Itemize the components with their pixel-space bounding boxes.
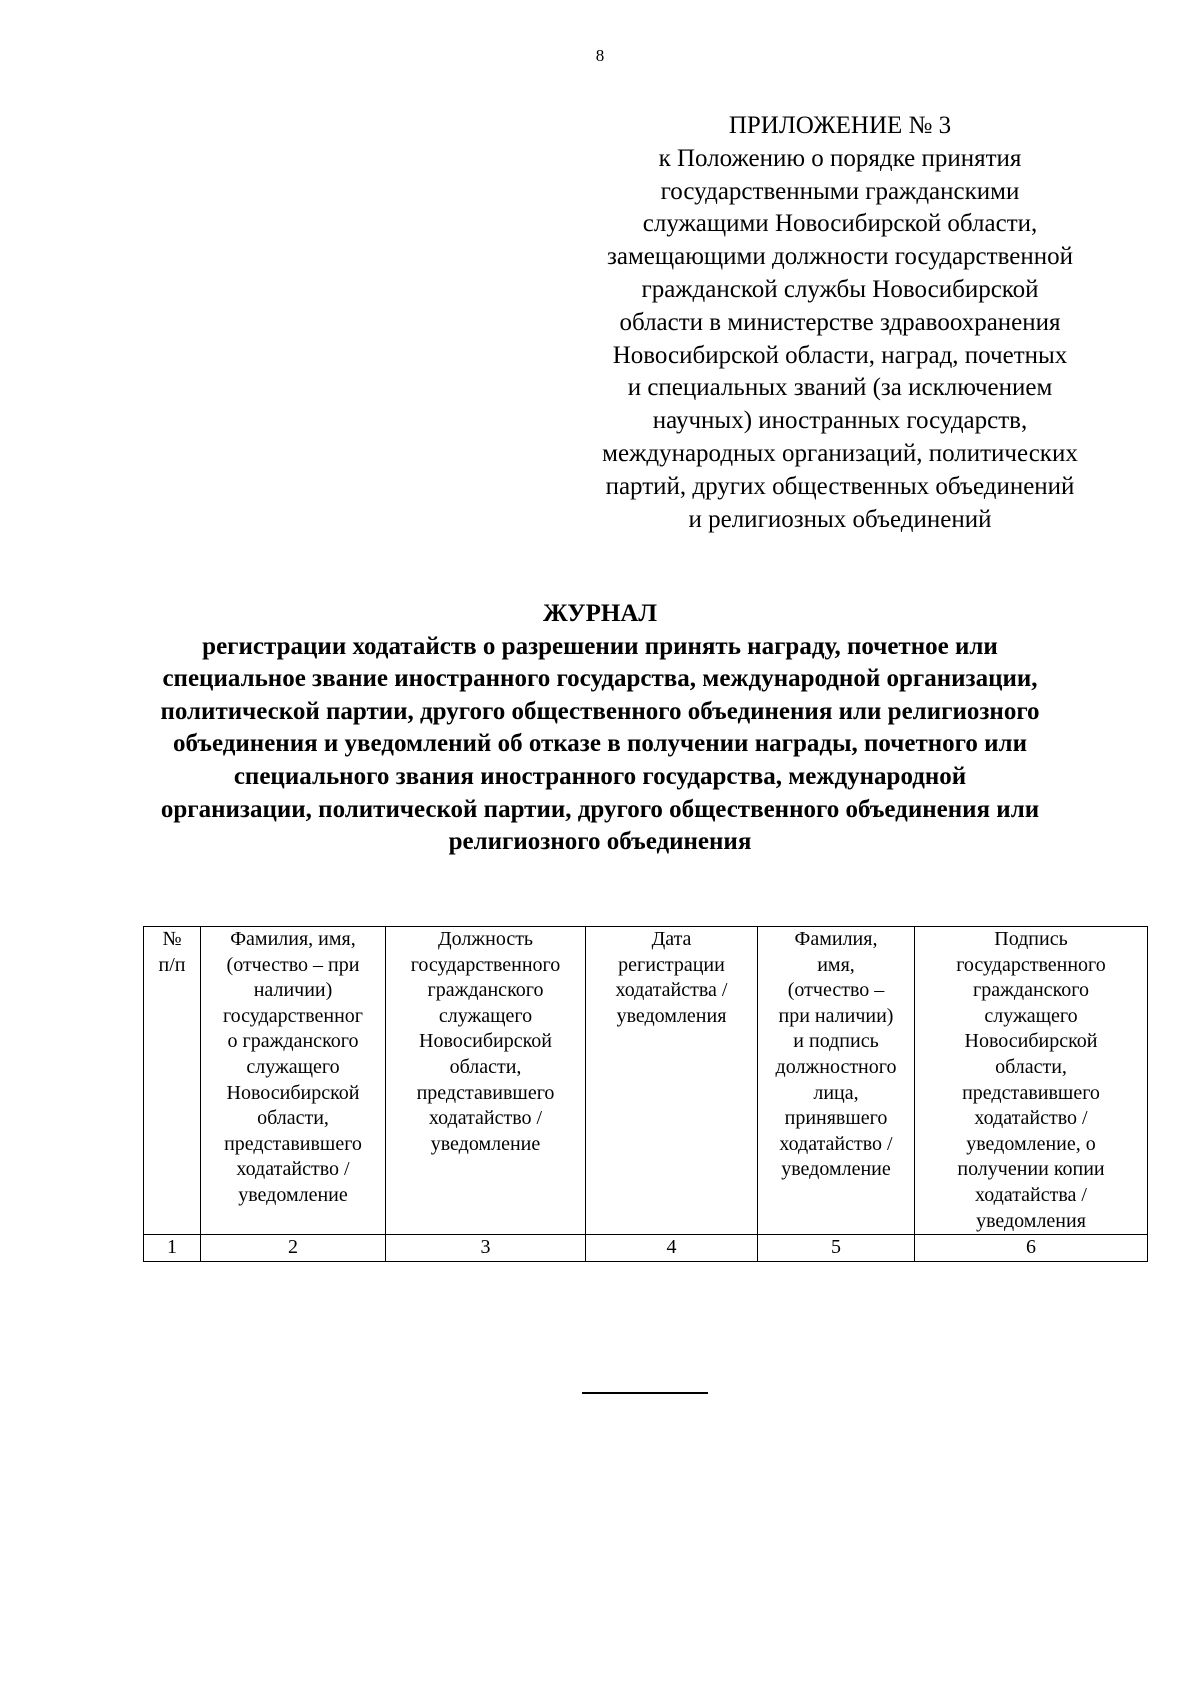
appendix-line: и религиозных объединений <box>688 505 992 533</box>
column-header-line: гражданского <box>427 979 544 1002</box>
column-header-line: ходатайство / <box>974 1107 1088 1130</box>
table-row <box>144 1235 1148 1262</box>
column-header-line: Фамилия, имя, <box>230 928 356 950</box>
column-header-line: Новосибирской <box>226 1081 360 1104</box>
column-header-registration-date <box>586 927 758 1235</box>
column-header-line: уведомление, о <box>966 1132 1096 1155</box>
column-header-line: и подпись <box>793 1030 879 1053</box>
column-header-line: гражданского <box>973 979 1089 1002</box>
appendix-line: и специальных званий (за исключением <box>627 374 1053 402</box>
column-header-line: Новосибирской <box>964 1030 1098 1053</box>
column-header-line: Фамилия, <box>794 928 878 950</box>
column-header-line: уведомление <box>430 1132 541 1155</box>
column-header-line: о гражданского <box>227 1030 359 1053</box>
column-header-line: представившего <box>962 1081 1100 1104</box>
column-header-official-signature <box>758 927 915 1235</box>
column-header-line: ходатайство / <box>779 1132 893 1155</box>
appendix-line: Новосибирской области, наград, почетных <box>612 341 1068 369</box>
table-header-row <box>144 927 1148 1235</box>
appendix-line: международных организаций, политических <box>602 439 1078 467</box>
column-number-cell: 3 <box>386 1235 586 1262</box>
column-header-line: области, <box>449 1055 522 1078</box>
appendix-header <box>560 110 1120 536</box>
journal-subtitle-line: объединения и уведомлений об отказе в получении награды, почетного или <box>173 730 1027 758</box>
journal-heading <box>100 598 1100 859</box>
column-header-number <box>144 927 201 1235</box>
column-number-cell: 6 <box>915 1235 1148 1262</box>
column-header-line: государственного <box>956 953 1106 976</box>
column-header-line: Новосибирской <box>419 1030 552 1053</box>
column-header-line: должностного <box>775 1055 897 1078</box>
column-header-employee-name <box>201 927 386 1235</box>
appendix-line: государственными гражданскими <box>660 177 1020 205</box>
column-header-line: области, <box>995 1055 1067 1078</box>
column-header-line: при наличии) <box>778 1004 894 1027</box>
column-header-line: наличии) <box>253 979 333 1002</box>
column-header-line: регистрации <box>618 953 725 976</box>
column-header-line: представившего <box>416 1081 555 1104</box>
column-header-line: принявшего <box>784 1107 888 1130</box>
appendix-line: к Положению о порядке принятия <box>658 144 1022 172</box>
column-header-employee-signature <box>915 927 1148 1235</box>
appendix-line: замещающими должности государственной <box>607 243 1073 271</box>
column-header-line: уведомления <box>616 1004 727 1027</box>
journal-subtitle-line: регистрации ходатайств о разрешении принять награду, почетное или <box>202 632 998 660</box>
journal-table <box>143 926 1148 1262</box>
appendix-line: научных) иностранных государств, <box>652 407 1028 435</box>
column-header-line: получении копии <box>957 1158 1105 1181</box>
journal-title: ЖУРНАЛ <box>542 600 658 627</box>
column-header-line: имя, <box>817 953 855 976</box>
appendix-line: гражданской службы Новосибирской <box>641 275 1039 303</box>
column-header-line: уведомления <box>976 1209 1086 1232</box>
column-header-line: п/п <box>158 953 186 976</box>
appendix-line: служащими Новосибирской области, <box>642 210 1038 238</box>
column-header-line: уведомление <box>238 1183 348 1206</box>
column-header-line: (отчество – <box>787 979 885 1002</box>
appendix-title: ПРИЛОЖЕНИЕ № 3 <box>728 112 952 139</box>
column-header-line: ходатайства / <box>615 979 728 1002</box>
journal-subtitle-line: религиозного объединения <box>448 828 752 856</box>
journal-subtitle-line: специальное звание иностранного государства, международной организации, <box>162 665 1038 693</box>
journal-subtitle-line: организации, политической партии, другого общественного объединения или <box>160 795 1040 823</box>
column-number-cell: 2 <box>201 1235 386 1262</box>
page-number: 8 <box>595 46 605 65</box>
column-header-line: представившего <box>224 1132 362 1155</box>
journal-subtitle-line: специального звания иностранного государства, международной <box>233 762 967 790</box>
column-header-line: области, <box>257 1107 329 1130</box>
column-header-line: государственног <box>222 1004 364 1027</box>
column-header-line: Дата <box>651 928 692 950</box>
column-header-line: Должность <box>437 928 534 950</box>
end-divider <box>582 1392 708 1394</box>
column-header-line: ходатайство / <box>236 1158 350 1181</box>
column-header-line: служащего <box>246 1055 340 1078</box>
column-header-line: уведомление <box>781 1158 891 1181</box>
column-header-line: Подпись <box>994 928 1068 950</box>
column-header-line: ходатайство / <box>428 1107 543 1130</box>
column-number-cell: 5 <box>758 1235 915 1262</box>
column-number-cell: 4 <box>586 1235 758 1262</box>
journal-subtitle-line: политической партии, другого общественного объединения или религиозного <box>160 697 1040 725</box>
column-header-line: ходатайства / <box>975 1183 1087 1206</box>
column-header-line: государственного <box>410 953 561 976</box>
column-number-cell: 1 <box>144 1235 201 1262</box>
appendix-line: партий, других общественных объединений <box>605 472 1075 500</box>
column-header-line: служащего <box>438 1004 533 1027</box>
column-header-line: лица, <box>813 1081 859 1104</box>
column-header-line: № <box>162 928 182 950</box>
column-header-line: (отчество – при <box>226 953 360 976</box>
column-header-line: служащего <box>984 1004 1078 1027</box>
column-header-position <box>386 927 586 1235</box>
appendix-line: области в министерстве здравоохранения <box>619 308 1061 336</box>
